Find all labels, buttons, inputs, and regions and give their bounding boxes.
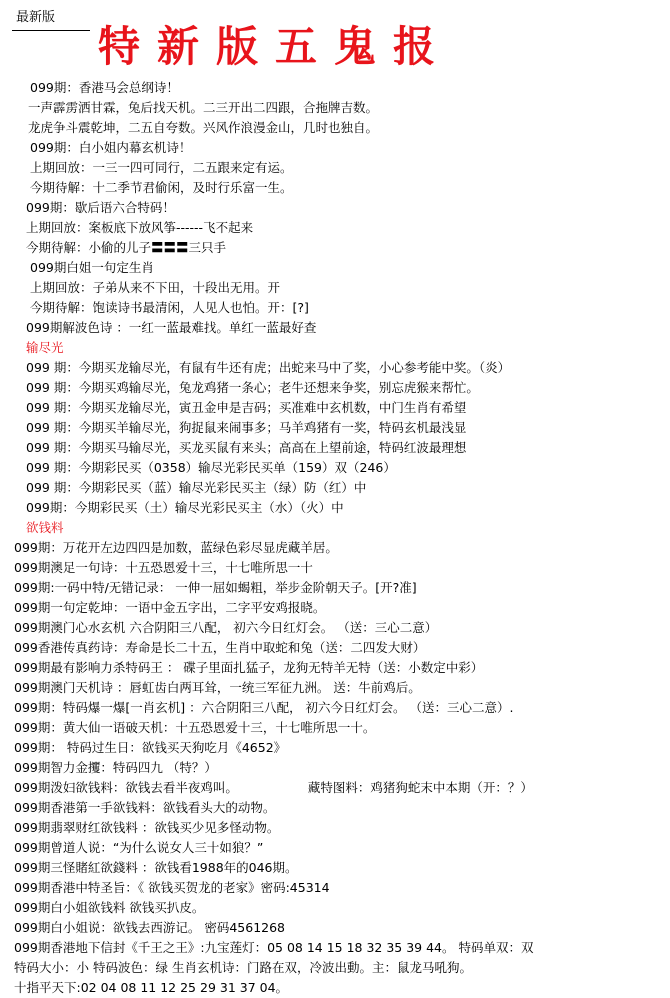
text-line: 099期： 特码过生日：欲钱买天狗吃月《4652》	[14, 740, 287, 755]
text-line: 一声霹雳洒甘霖，兔后找天机。二三开出二四跟，合拖牌吉数。	[28, 100, 379, 115]
text-line: 099 期：今期买鸡输尽光，兔龙鸡猪一条心；老牛还想来争奖，别忘虎猴来帮忙。	[26, 380, 479, 395]
tail-block	[0, 798, 670, 998]
text-line: 099期智力金攫：特码四九 （特？）	[14, 760, 217, 775]
text-line: 今期待解：十二季节君偷闲，及时行乐富一生。	[30, 180, 293, 195]
shujinguang-block	[0, 358, 670, 518]
split-line-left: 099期泼妇欲钱料：欲钱去看半夜鸡叫。	[14, 780, 238, 795]
text-line: 099期香港中特圣旨：《 欲钱买贺龙的老家》密码:45314	[14, 880, 330, 895]
text-line: 099期白姐一句定生肖	[30, 260, 154, 275]
riddle-block	[0, 78, 670, 338]
yuqianliao-block	[0, 538, 670, 778]
text-line: 099期：万花开左边四四是加数，蓝绿色彩尽显虎藏羊居。	[14, 540, 338, 555]
text-line: 099期：歇后语六合特码！	[26, 200, 175, 215]
text-line: 特码大小：小 特码波色：绿 生肖玄机诗：门路在双，冷波出動。主：鼠龙马吼狗。	[14, 960, 472, 975]
text-line: 099期：香港马会总纲诗！	[30, 80, 179, 95]
text-line: 099期：特码爆一爆[一肖玄机] ：六合阴阳三八配， 初六今日红灯会。 （送：三心二意）.	[14, 700, 514, 715]
text-line: 099期曾道人说：“为什么说女人三十如狼？”	[14, 840, 264, 855]
text-line: 099期澳足一句诗：十五恐恩爱十三，十七唯所思一十	[14, 560, 313, 575]
text-line: 099期香港第一手欲钱料：欲钱看头大的动物。	[14, 800, 276, 815]
text-line: 099香港传真药诗：寿命是长二十五，生肖中取蛇和兔（送：二四发大财）	[14, 640, 426, 655]
page-title: 特新版五鬼报	[98, 22, 453, 71]
split-line	[0, 778, 670, 798]
text-line: 上期回放：一三一四可同行，二五跟来定有运。	[30, 160, 293, 175]
text-line: 099期解波色诗 ：一红一蓝最难找。单红一蓝最好查	[26, 320, 317, 335]
text-line: 099期:一码中特/无错记录： 一伸一屈如蝎粗，举步金阶朝天子。[开?准]	[14, 580, 417, 595]
section-heading-yuqianliao: 欲钱料	[26, 520, 64, 535]
text-line: 099期澳门天机诗 ：唇虹齿白两耳耸，一统三军征九洲。 送：牛前鸡后。	[14, 680, 421, 695]
text-line: 099期澳门心水玄机 六合阴阳三八配， 初六今日红灯会。 （送：三心二意）	[14, 620, 438, 635]
text-line: 099期香港地下信封《千王之王》:九宝莲灯：05 08 14 15 18 32 35 39 44。 特码单双：双	[14, 940, 534, 955]
text-line: 099期翡翠财红欲钱料 ：欲钱买少见多怪动物。	[14, 820, 280, 835]
text-line: 099 期：今期买龙输尽光，寅丑金申是吉码；买准难中玄机数，中门生肖有希望	[26, 400, 467, 415]
section-heading-shujinguang: 输尽光	[26, 340, 64, 355]
text-line: 099 期：今期买龙输尽光，有鼠有牛还有虎；出蛇来马中了奖，小心参考能中奖。（炎）	[26, 360, 511, 375]
text-line: 今期待解：饱读诗书最清闲，人见人也怕。开：[?]	[30, 300, 309, 315]
split-line-right: 藏特图料：鸡猪狗蛇末中本期（开：？）	[307, 780, 533, 795]
text-line: 099期三怪賭紅欲錢料 ：欲钱看1988年的046期。	[14, 860, 298, 875]
text-line: 099期白小姐欲钱料 欲钱买扒皮。	[14, 900, 205, 915]
text-line: 099期最有影响力杀特码王 ： 碟子里面扎猛子，龙狗无特羊无特（送：小数定中彩）	[14, 660, 484, 675]
text-line: 龙虎争斗震乾坤，二五自夸数。兴风作浪漫金山，几时也独自。	[28, 120, 379, 135]
text-line: 099期：黄大仙一语破天机：十五恐恩爱十三，十七唯所思一十。	[14, 720, 376, 735]
text-line: 099期：白小姐内幕玄机诗！	[30, 140, 192, 155]
version-badge: 最新版	[12, 0, 90, 31]
text-line: 099期一句定乾坤：一语中金五字出，二字平安鸡报晓。	[14, 600, 326, 615]
text-line: 099 期：今期彩民买（蓝）输尽光彩民买主（绿）防（红）中	[26, 480, 367, 495]
text-line: 上期回放：子弟从来不下田，十段出无用。开	[30, 280, 281, 295]
text-line: 099 期：今期彩民买（0358）输尽光彩民买单（159）双（246）	[26, 460, 396, 475]
content	[0, 78, 670, 998]
text-line: 099期白小姐说：欲钱去西游记。 密码4561268	[14, 920, 286, 935]
text-line: 上期回放：案板底下放风筝------飞不起来	[26, 220, 254, 235]
text-line: 今期待解：小偷的儿子〓〓〓三只手	[26, 240, 227, 255]
text-line: 十指平天下:02 04 08 11 12 25 29 31 37 04。	[14, 980, 289, 995]
text-line: 099 期：今期买羊输尽光，狗捉鼠来闹事多；马羊鸡猪有一奖，特码玄机最浅显	[26, 420, 467, 435]
text-line: 099 期：今期买马输尽光，买龙买鼠有来头；高高在上望前途，特码红波最理想	[26, 440, 467, 455]
text-line: 099期：今期彩民买（土）输尽光彩民买主（水）（火）中	[26, 500, 344, 515]
